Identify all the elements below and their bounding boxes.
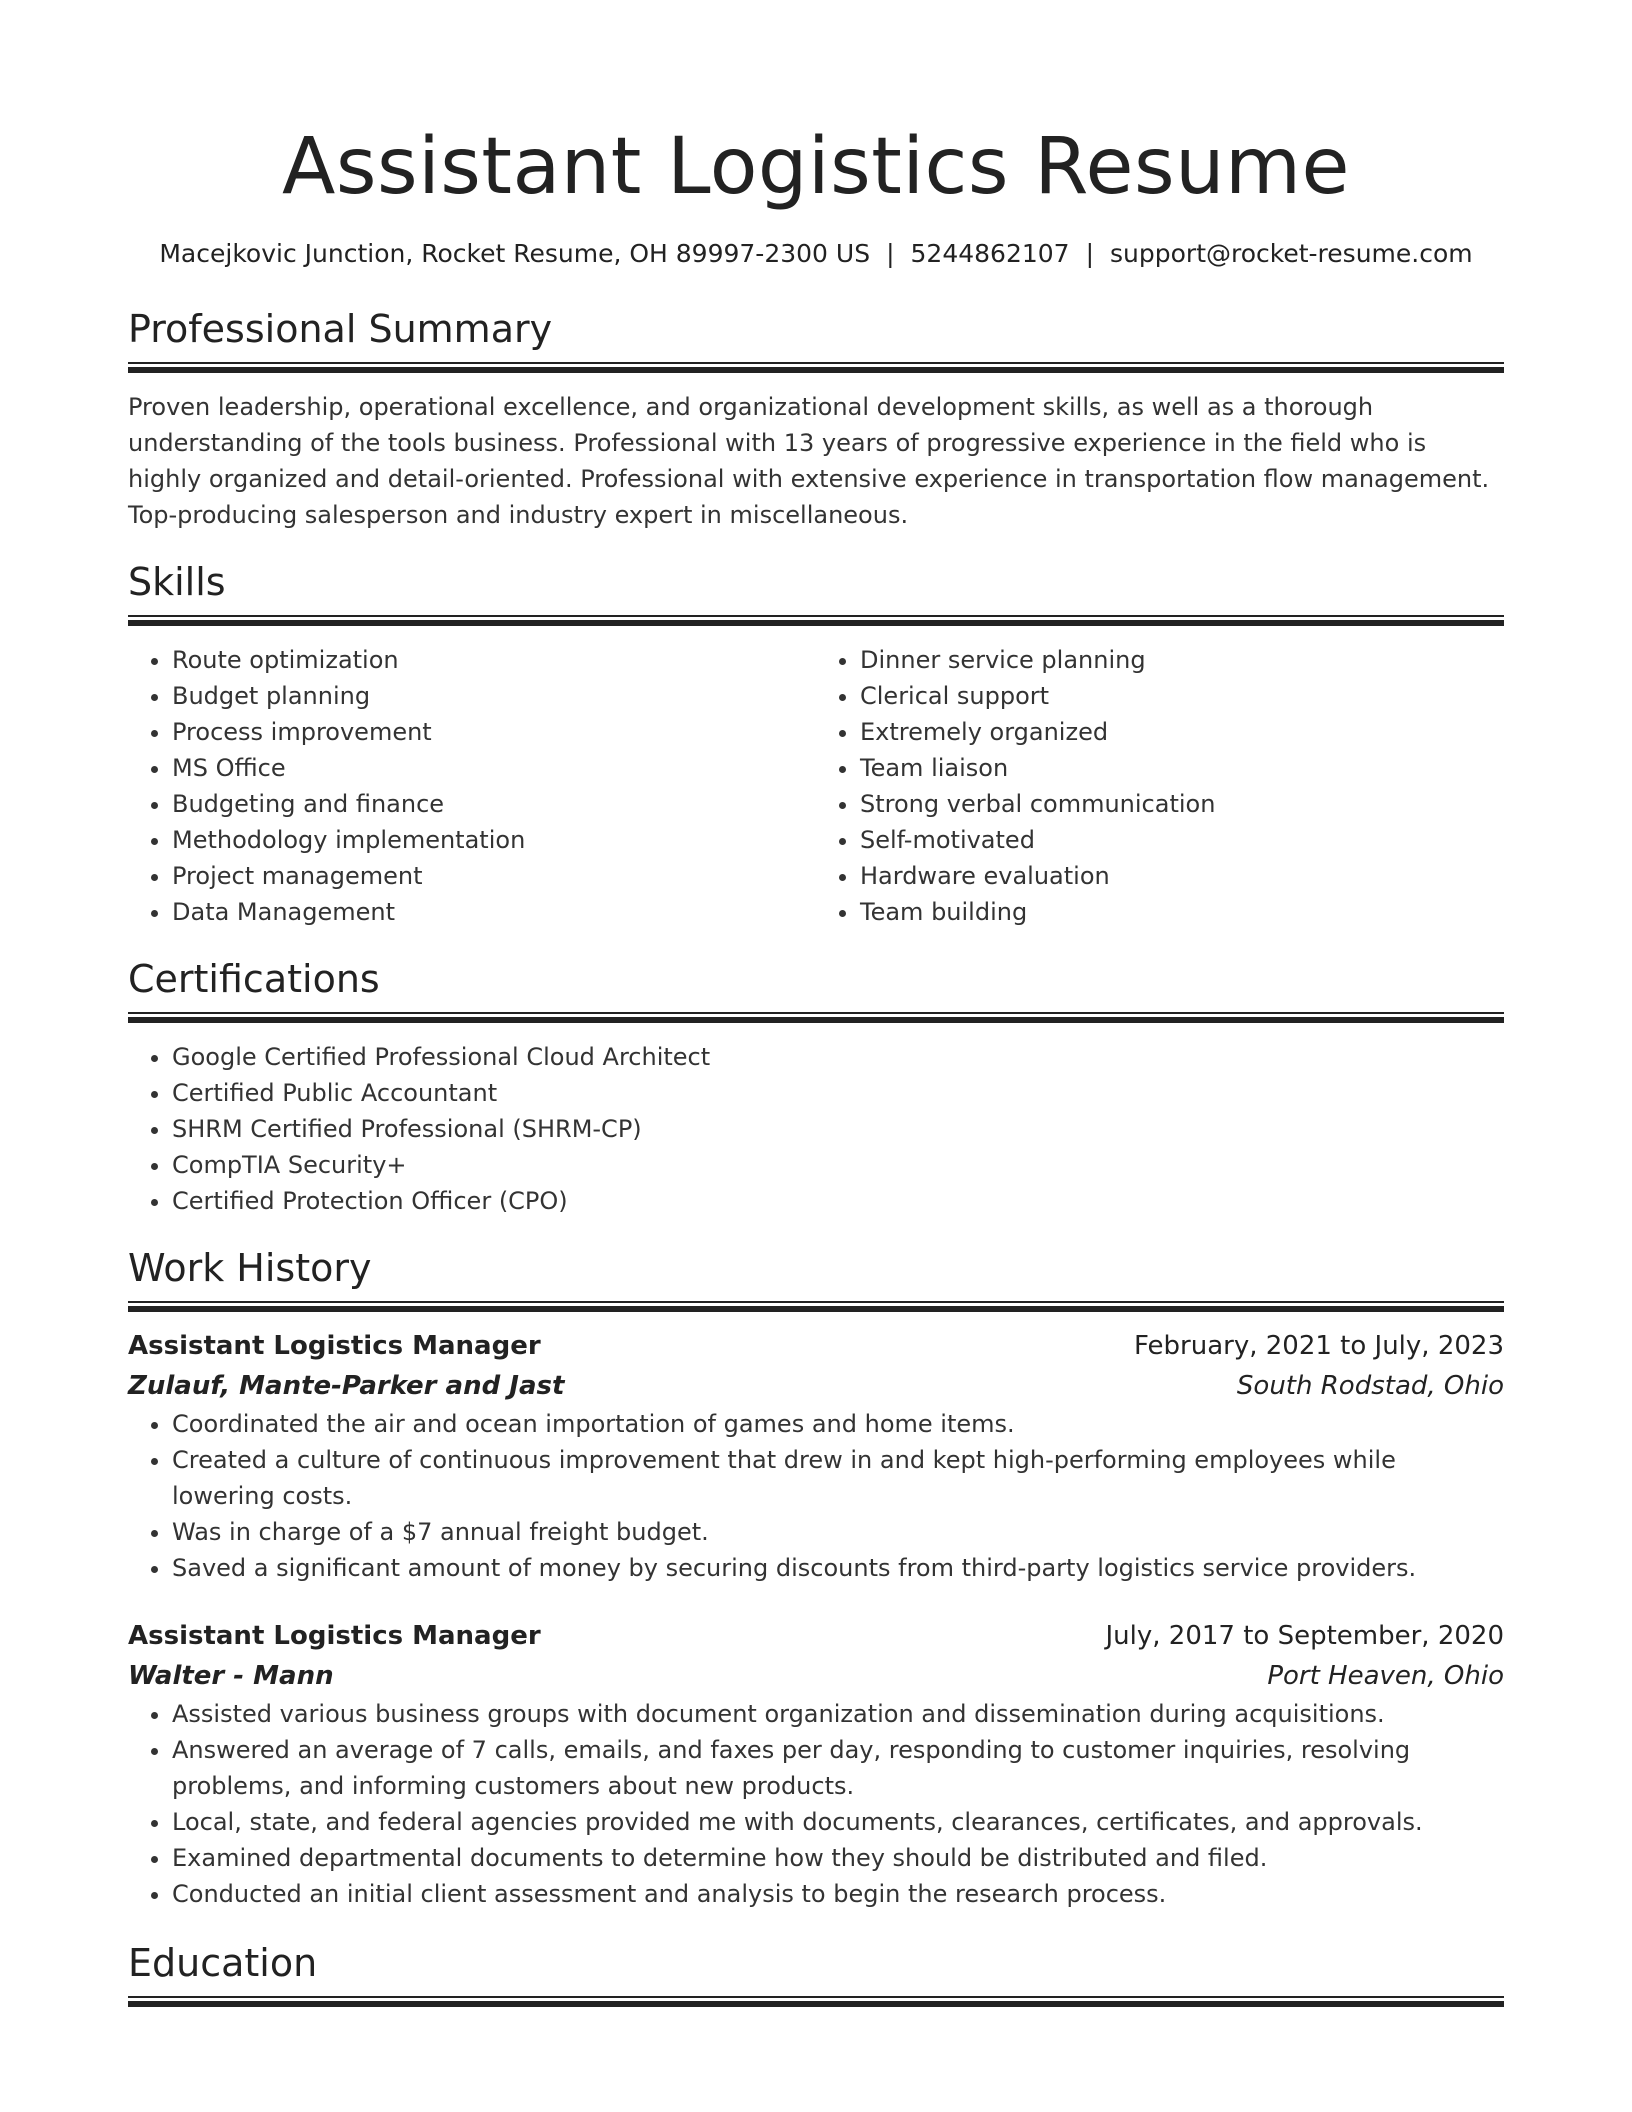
job-duties-list [128, 1406, 1504, 1586]
skill-item: • Self-motivated [860, 822, 1504, 858]
skill-item: • Data Management [172, 894, 816, 930]
certification-item: • CompTIA Security+ [172, 1147, 1504, 1183]
education-section [128, 1940, 1504, 2007]
skill-item: • Route optimization [172, 642, 816, 678]
skill-item: • Strong verbal communication [860, 786, 1504, 822]
job-company: Walter - Mann [128, 1661, 334, 1691]
job-entry [128, 1616, 1504, 1912]
work-history-section [128, 1245, 1504, 1912]
job-duty: • Examined departmental documents to determine how they should be distributed and filed. [172, 1840, 1504, 1876]
summary-text: Proven leadership, operational excellence, and organizational development skills, as well as a thorough understanding of the tools business. Professional with 13 years of progressive experience in the field who is highly organized and detail-oriented. Professional with extensive experience in transportation flow management. Top-producing salesperson and industry expert in miscellaneous. [128, 393, 1490, 529]
certifications-heading: Certifications [128, 957, 380, 1001]
skill-item: • Process improvement [172, 714, 816, 750]
job-duty: • Was in charge of a $7 annual freight budget. [172, 1514, 1504, 1550]
job-subheader [128, 1366, 1504, 1406]
resume-title: Assistant Logistics Resume [281, 122, 1351, 212]
skills-grid [128, 642, 1504, 930]
section-divider [128, 1301, 1504, 1312]
job-duty: • Coordinated the air and ocean importation of games and home items. [172, 1406, 1504, 1442]
skill-item: • Project management [172, 858, 816, 894]
contact-email: support@rocket-resume.com [1110, 239, 1473, 268]
job-duty: • Assisted various business groups with document organization and dissemination during acquisitions. [172, 1696, 1504, 1732]
contact-address: Macejkovic Junction, Rocket Resume, OH 89997-2300 US [159, 239, 871, 268]
skill-item: • Hardware evaluation [860, 858, 1504, 894]
section-divider [128, 615, 1504, 626]
skill-item: • Methodology implementation [172, 822, 816, 858]
job-duty: • Answered an average of 7 calls, emails, and faxes per day, responding to customer inquiries, resolving problems, and informing customers about new products. [172, 1732, 1504, 1804]
contact-line [128, 238, 1504, 270]
skill-item: • Team building [860, 894, 1504, 930]
section-divider [128, 1012, 1504, 1023]
skill-item: • MS Office [172, 750, 816, 786]
education-heading: Education [128, 1941, 318, 1985]
summary-section [128, 306, 1504, 533]
job-dates: July, 2017 to September, 2020 [1105, 1621, 1504, 1651]
skill-item: • Clerical support [860, 678, 1504, 714]
job-entry [128, 1326, 1504, 1586]
job-duty: • Saved a significant amount of money by securing discounts from third-party logistics service providers. [172, 1550, 1504, 1586]
skills-section [128, 559, 1504, 930]
section-divider [128, 1996, 1504, 2007]
job-dates: February, 2021 to July, 2023 [1134, 1331, 1504, 1361]
job-company: Zulauf, Mante-Parker and Jast [128, 1371, 565, 1401]
certification-item: • Certified Public Accountant [172, 1075, 1504, 1111]
skill-item: • Budget planning [172, 678, 816, 714]
summary-heading: Professional Summary [128, 307, 553, 351]
job-header [128, 1326, 1504, 1366]
job-duties-list [128, 1696, 1504, 1912]
job-duty: • Created a culture of continuous improvement that drew in and kept high-performing employees while lowering costs. [172, 1442, 1504, 1514]
skills-heading: Skills [128, 560, 226, 604]
job-title: Assistant Logistics Manager [128, 1331, 541, 1361]
certification-item: • Google Certified Professional Cloud Architect [172, 1039, 1504, 1075]
skills-right-list [816, 642, 1504, 930]
work-history-heading: Work History [128, 1246, 372, 1290]
skills-left-list [128, 642, 816, 930]
job-header [128, 1616, 1504, 1656]
job-subheader [128, 1656, 1504, 1696]
contact-separator: | [886, 239, 895, 268]
certification-item: • SHRM Certified Professional (SHRM-CP) [172, 1111, 1504, 1147]
job-location: South Rodstad, Ohio [1236, 1371, 1504, 1401]
job-title: Assistant Logistics Manager [128, 1621, 541, 1651]
certification-item: • Certified Protection Officer (CPO) [172, 1183, 1504, 1219]
contact-separator: | [1085, 239, 1095, 268]
skill-item: • Budgeting and finance [172, 786, 816, 822]
job-duty: • Conducted an initial client assessment and analysis to begin the research process. [172, 1876, 1504, 1912]
contact-phone: 5244862107 [910, 239, 1070, 268]
certifications-section [128, 956, 1504, 1219]
job-duty: • Local, state, and federal agencies provided me with documents, clearances, certificates, and approvals. [172, 1804, 1504, 1840]
section-divider [128, 362, 1504, 373]
skill-item: • Dinner service planning [860, 642, 1504, 678]
certifications-list [128, 1039, 1504, 1219]
skill-item: • Extremely organized [860, 714, 1504, 750]
skill-item: • Team liaison [860, 750, 1504, 786]
job-location: Port Heaven, Ohio [1267, 1661, 1504, 1691]
